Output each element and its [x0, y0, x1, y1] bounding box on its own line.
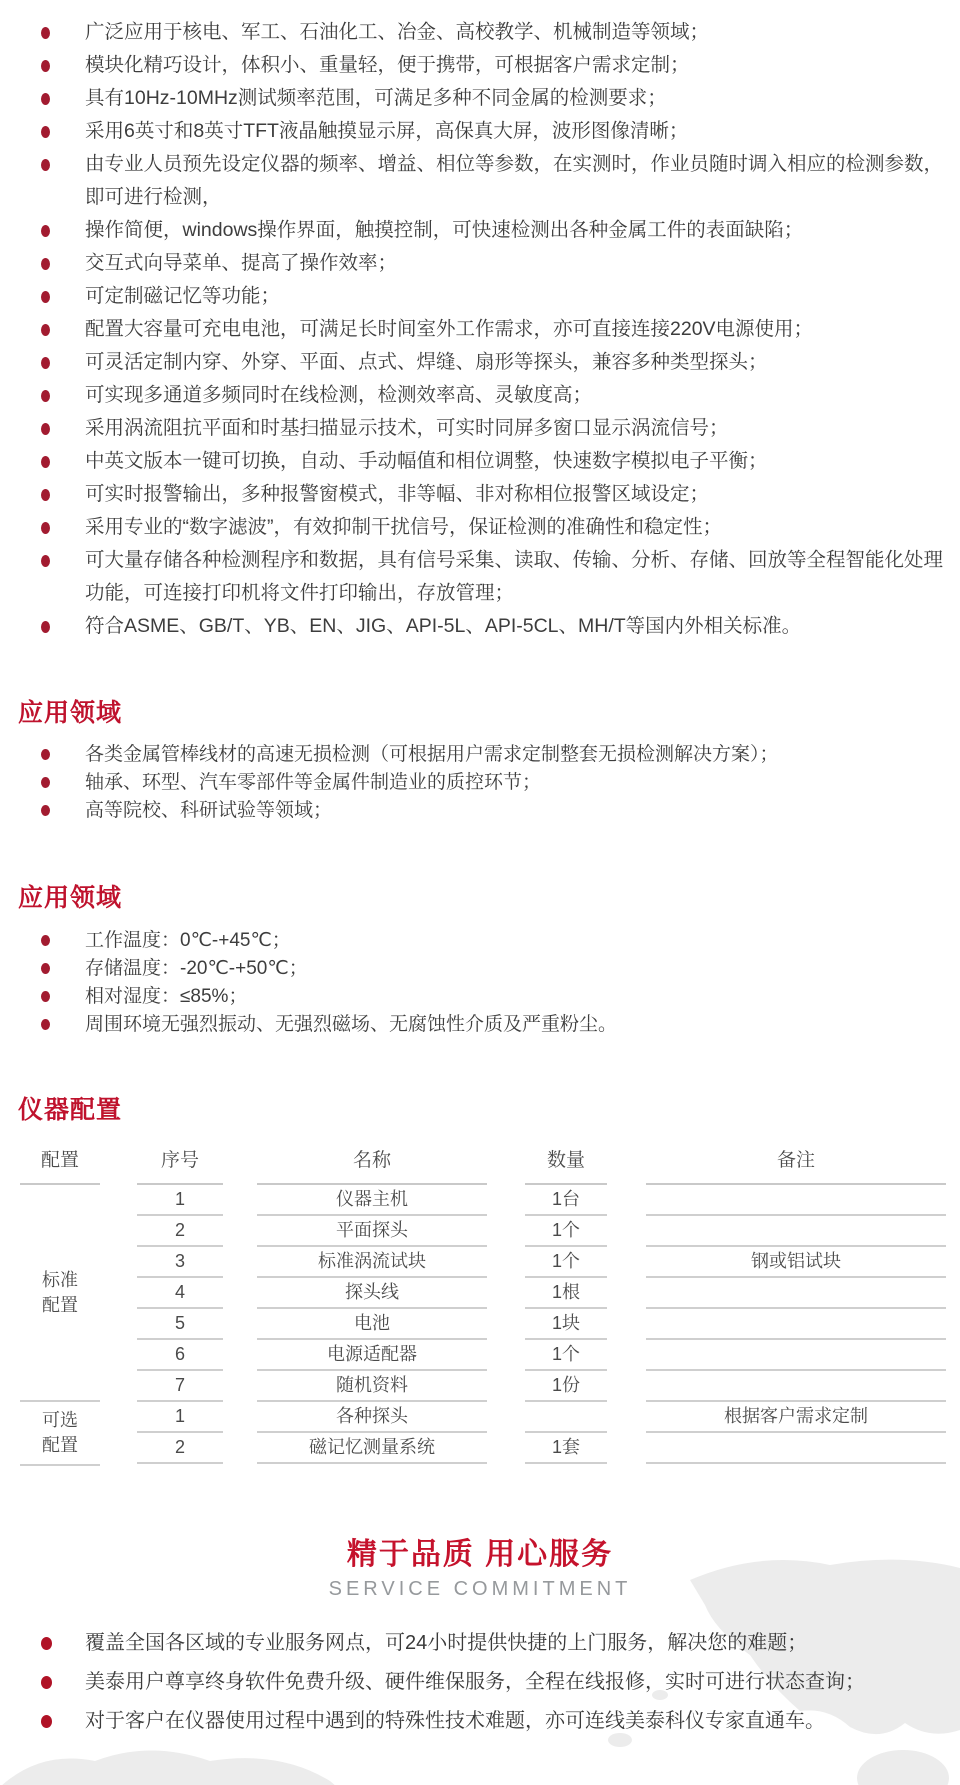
feature-text: 操作简便，windows操作界面，触摸控制，可快速检测出各种金属工件的表面缺陷；	[85, 219, 804, 241]
table-cell-seq: 2	[137, 1433, 223, 1464]
table-cell-seq: 6	[137, 1340, 223, 1371]
feature-item	[0, 148, 960, 214]
feature-item	[0, 412, 960, 445]
table-cell-note	[646, 1185, 946, 1216]
bullet-dot-icon	[41, 555, 50, 567]
config-group-label: 可选配置	[42, 1410, 78, 1455]
bullet-dot-icon	[41, 423, 50, 435]
environment-item	[0, 983, 960, 1011]
table-cell-qty	[525, 1402, 607, 1433]
feature-item	[0, 379, 960, 412]
feature-item	[0, 16, 960, 49]
environment-text: 周围环境无强烈振动、无强烈磁场、无腐蚀性介质及严重粉尘。	[85, 1014, 618, 1035]
table-cell-qty: 1块	[525, 1309, 607, 1340]
application-text: 高等院校、科研试验等领域；	[85, 800, 333, 821]
bullet-dot-icon	[41, 126, 50, 138]
table-cell-name: 随机资料	[257, 1371, 487, 1402]
config-group-label: 标准配置	[42, 1269, 78, 1315]
column-header-qty: 数量	[525, 1140, 607, 1185]
application-text: 轴承、环型、汽车零部件等金属件制造业的质控环节；	[85, 772, 542, 793]
application-list-1	[0, 741, 960, 825]
table-column-note	[646, 1140, 946, 1466]
table-cell-qty: 1个	[525, 1216, 607, 1247]
bullet-dot-icon	[41, 258, 50, 270]
application-item	[0, 741, 960, 769]
feature-text: 可大量存储各种检测程序和数据，具有信号采集、读取、传输、分析、存储、回放等全程智能化处理功能，可连接打印机将文件打印输出，存放管理；	[85, 549, 944, 604]
table-cell-name: 磁记忆测量系统	[257, 1433, 487, 1464]
bullet-dot-icon	[41, 456, 50, 468]
feature-item	[0, 346, 960, 379]
column-header-config: 配置	[20, 1140, 100, 1185]
table-cell-note	[646, 1278, 946, 1309]
feature-text: 由专业人员预先设定仪器的频率、增益、相位等参数，在实测时，作业员随时调入相应的检测参数，即可进行检测，	[85, 153, 944, 208]
bullet-dot-icon	[41, 390, 50, 402]
service-section	[0, 1535, 960, 1736]
feature-text: 中英文版本一键可切换，自动、手动幅值和相位调整，快速数字模拟电子平衡；	[85, 450, 768, 472]
feature-item	[0, 478, 960, 511]
service-content	[0, 1535, 960, 1736]
bullet-dot-icon	[41, 93, 50, 105]
column-header-note: 备注	[646, 1140, 946, 1185]
feature-text: 采用涡流阻抗平面和时基扫描显示技术，可实时同屏多窗口显示涡流信号；	[85, 417, 729, 439]
feature-text: 配置大容量可充电电池，可满足长时间室外工作需求，亦可直接连接220V电源使用；	[85, 318, 814, 340]
table-cell-name: 各种探头	[257, 1402, 487, 1433]
application-item	[0, 797, 960, 825]
feature-item	[0, 445, 960, 478]
feature-item	[0, 115, 960, 148]
feature-item	[0, 544, 960, 610]
service-item	[0, 1706, 960, 1736]
bullet-dot-icon	[41, 324, 50, 336]
table-cell-qty: 1份	[525, 1371, 607, 1402]
column-header-seq: 序号	[137, 1140, 223, 1185]
feature-text: 可定制磁记忆等功能；	[85, 285, 281, 307]
feature-text: 符合ASME、GB/T、YB、EN、JIG、API-5L、API-5CL、MH/T等国内外相关标准。	[85, 615, 802, 637]
feature-text: 可实时报警输出，多种报警窗模式，非等幅、非对称相位报警区域设定；	[85, 483, 710, 505]
table-cell-qty: 1个	[525, 1247, 607, 1278]
feature-item	[0, 610, 960, 643]
bullet-dot-icon	[41, 225, 50, 237]
bullet-dot-icon	[41, 1019, 50, 1030]
bullet-dot-icon	[41, 777, 50, 788]
config-group-standard	[20, 1185, 100, 1402]
table-cell-qty: 1个	[525, 1340, 607, 1371]
service-item	[0, 1667, 960, 1697]
table-cell-name: 电池	[257, 1309, 487, 1340]
name-cells	[257, 1185, 487, 1464]
table-cell-note	[646, 1309, 946, 1340]
table-cell-qty: 1套	[525, 1433, 607, 1464]
note-cells	[646, 1185, 946, 1464]
bullet-dot-icon	[41, 749, 50, 760]
environment-text: 存储温度：-20℃-+50℃；	[85, 958, 308, 979]
section-heading-application-2: 应用领域	[18, 884, 123, 912]
section-heading-configuration: 仪器配置	[18, 1096, 123, 1124]
feature-item	[0, 511, 960, 544]
table-cell-seq: 7	[137, 1371, 223, 1402]
table-cell-seq: 2	[137, 1216, 223, 1247]
bullet-dot-icon	[41, 621, 50, 633]
table-cell-note	[646, 1216, 946, 1247]
table-cell-name: 电源适配器	[257, 1340, 487, 1371]
table-column-seq	[137, 1140, 223, 1466]
feature-text: 可灵活定制内穿、外穿、平面、点式、焊缝、扇形等探头，兼容多种类型探头；	[85, 351, 768, 373]
seq-cells	[137, 1185, 223, 1464]
bullet-dot-icon	[41, 1715, 52, 1728]
table-cell-seq: 5	[137, 1309, 223, 1340]
bullet-dot-icon	[41, 1637, 52, 1650]
bullet-dot-icon	[41, 935, 50, 946]
bullet-dot-icon	[41, 489, 50, 501]
table-cell-qty: 1台	[525, 1185, 607, 1216]
config-group-optional	[20, 1402, 100, 1466]
feature-item	[0, 49, 960, 82]
table-cell-qty: 1根	[525, 1278, 607, 1309]
service-text: 对于客户在仪器使用过程中遇到的特殊性技术难题，亦可连线美泰科仪专家直通车。	[85, 1710, 825, 1732]
bullet-dot-icon	[41, 291, 50, 303]
bullet-dot-icon	[41, 522, 50, 534]
environment-text: 相对湿度：≤85%；	[85, 986, 248, 1007]
bullet-dot-icon	[41, 357, 50, 369]
table-cell-note: 根据客户需求定制	[646, 1402, 946, 1433]
feature-item	[0, 82, 960, 115]
environment-text: 工作温度：0℃-+45℃；	[85, 930, 291, 951]
table-column-config	[20, 1140, 100, 1466]
table-column-qty	[525, 1140, 607, 1466]
service-item	[0, 1628, 960, 1658]
bullet-dot-icon	[41, 963, 50, 974]
table-cell-name: 仪器主机	[257, 1185, 487, 1216]
feature-text: 具有10Hz-10MHz测试频率范围，可满足多种不同金属的检测要求；	[85, 87, 667, 109]
table-cell-name: 标准涡流试块	[257, 1247, 487, 1278]
bullet-dot-icon	[41, 1676, 52, 1689]
feature-text: 采用6英寸和8英寸TFT液晶触摸显示屏，高保真大屏，波形图像清晰；	[85, 120, 689, 142]
table-cell-seq: 1	[137, 1402, 223, 1433]
table-cell-note	[646, 1340, 946, 1371]
column-header-name: 名称	[257, 1140, 487, 1185]
environment-item	[0, 927, 960, 955]
table-cell-seq: 1	[137, 1185, 223, 1216]
feature-text: 模块化精巧设计，体积小、重量轻，便于携带，可根据客户需求定制；	[85, 54, 690, 76]
table-cell-note	[646, 1433, 946, 1464]
configuration-table	[0, 1140, 960, 1466]
application-item	[0, 769, 960, 797]
feature-text: 可实现多通道多频同时在线检测，检测效率高、灵敏度高；	[85, 384, 593, 406]
service-subtitle: SERVICE COMMITMENT	[328, 1578, 632, 1600]
bullet-dot-icon	[41, 805, 50, 816]
service-title: 精于品质 用心服务	[346, 1538, 614, 1571]
feature-item	[0, 280, 960, 313]
feature-text: 广泛应用于核电、军工、石油化工、冶金、高校教学、机械制造等领域；	[85, 21, 710, 43]
application-list-2	[0, 927, 960, 1039]
service-text: 覆盖全国各区域的专业服务网点，可24小时提供快捷的上门服务，解决您的难题；	[85, 1632, 808, 1654]
table-cell-note: 钢或铝试块	[646, 1247, 946, 1278]
feature-item	[0, 214, 960, 247]
service-text: 美泰用户尊享终身软件免费升级、硬件维保服务，全程在线报修，实时可进行状态查询；	[85, 1671, 865, 1693]
bullet-dot-icon	[41, 60, 50, 72]
section-heading-application-1: 应用领域	[18, 699, 123, 727]
bullet-dot-icon	[41, 27, 50, 39]
feature-item	[0, 313, 960, 346]
service-list	[0, 1628, 960, 1736]
table-cell-seq: 4	[137, 1278, 223, 1309]
environment-item	[0, 955, 960, 983]
bullet-dot-icon	[41, 991, 50, 1002]
application-text: 各类金属管棒线材的高速无损检测（可根据用户需求定制整套无损检测解决方案）；	[85, 744, 779, 765]
table-cell-name: 探头线	[257, 1278, 487, 1309]
table-cell-name: 平面探头	[257, 1216, 487, 1247]
environment-item	[0, 1011, 960, 1039]
table-cell-seq: 3	[137, 1247, 223, 1278]
feature-text: 采用专业的“数字滤波”，有效抑制干扰信号，保证检测的准确性和稳定性；	[85, 516, 722, 538]
bullet-dot-icon	[41, 159, 50, 171]
feature-list	[0, 16, 960, 643]
feature-item	[0, 247, 960, 280]
table-column-name	[257, 1140, 487, 1466]
table-cell-note	[646, 1371, 946, 1402]
qty-cells	[525, 1185, 607, 1464]
feature-text: 交互式向导菜单、提高了操作效率；	[85, 252, 398, 274]
